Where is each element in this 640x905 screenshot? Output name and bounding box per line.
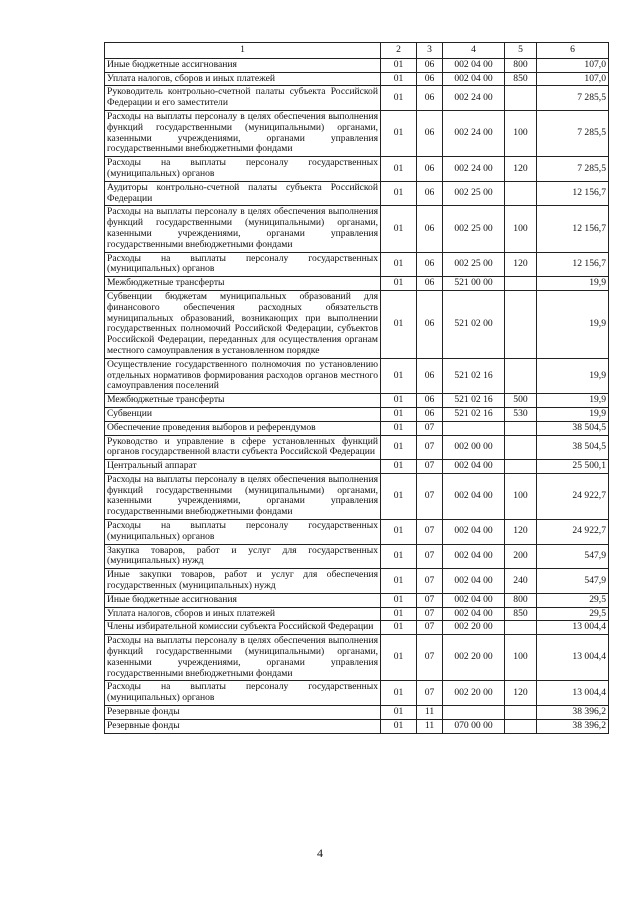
row-section-cell: 01 bbox=[381, 58, 417, 72]
row-name-cell: Иные бюджетные ассигнования bbox=[105, 58, 381, 72]
row-section-cell: 01 bbox=[381, 394, 417, 408]
row-subsection-cell: 07 bbox=[417, 569, 443, 594]
row-section-cell: 01 bbox=[381, 181, 417, 206]
table-row bbox=[105, 520, 609, 545]
row-target-cell: 002 20 00 bbox=[443, 621, 505, 635]
row-expense-type-cell: 120 bbox=[505, 520, 537, 545]
table-row bbox=[105, 157, 609, 182]
row-expense-type-cell: 120 bbox=[505, 157, 537, 182]
row-amount-cell: 7 285,5 bbox=[537, 110, 609, 156]
table-row bbox=[105, 473, 609, 519]
row-subsection-cell: 07 bbox=[417, 593, 443, 607]
row-expense-type-cell: 500 bbox=[505, 394, 537, 408]
row-section-cell: 01 bbox=[381, 358, 417, 393]
row-section-cell: 01 bbox=[381, 435, 417, 460]
table-row bbox=[105, 421, 609, 435]
row-subsection-cell: 06 bbox=[417, 86, 443, 111]
row-expense-type-cell bbox=[505, 706, 537, 720]
row-name-cell: Резервные фонды bbox=[105, 719, 381, 733]
row-section-cell: 01 bbox=[381, 110, 417, 156]
row-subsection-cell: 06 bbox=[417, 157, 443, 182]
table-row bbox=[105, 72, 609, 86]
row-section-cell: 01 bbox=[381, 290, 417, 358]
table-row bbox=[105, 569, 609, 594]
row-name-cell: Иные закупки товаров, работ и услуг для обеспечения государственных (муниципальных) нужд bbox=[105, 569, 381, 594]
row-expense-type-cell: 850 bbox=[505, 72, 537, 86]
row-subsection-cell: 07 bbox=[417, 635, 443, 681]
row-expense-type-cell bbox=[505, 621, 537, 635]
row-expense-type-cell: 240 bbox=[505, 569, 537, 594]
row-name-cell: Уплата налогов, сборов и иных платежей bbox=[105, 607, 381, 621]
table-row bbox=[105, 706, 609, 720]
row-section-cell: 01 bbox=[381, 72, 417, 86]
row-expense-type-cell: 120 bbox=[505, 252, 537, 277]
table-row bbox=[105, 394, 609, 408]
row-amount-cell: 547,9 bbox=[537, 569, 609, 594]
row-section-cell: 01 bbox=[381, 277, 417, 291]
row-name-cell: Руководитель контрольно-счетной палаты субъекта Российской Федерации и его заместители bbox=[105, 86, 381, 111]
table-row bbox=[105, 358, 609, 393]
row-subsection-cell: 06 bbox=[417, 252, 443, 277]
row-section-cell: 01 bbox=[381, 681, 417, 706]
row-subsection-cell: 07 bbox=[417, 544, 443, 569]
row-target-cell: 002 25 00 bbox=[443, 181, 505, 206]
row-subsection-cell: 11 bbox=[417, 719, 443, 733]
row-amount-cell: 29,5 bbox=[537, 607, 609, 621]
row-target-cell: 521 02 16 bbox=[443, 394, 505, 408]
row-name-cell: Расходы на выплаты персоналу государственных (муниципальных) органов bbox=[105, 520, 381, 545]
row-subsection-cell: 11 bbox=[417, 706, 443, 720]
row-target-cell: 002 04 00 bbox=[443, 460, 505, 474]
row-target-cell: 002 04 00 bbox=[443, 473, 505, 519]
row-target-cell: 002 04 00 bbox=[443, 72, 505, 86]
row-name-cell: Расходы на выплаты персоналу государственных (муниципальных) органов bbox=[105, 252, 381, 277]
row-name-cell: Расходы на выплаты персоналу государственных (муниципальных) органов bbox=[105, 681, 381, 706]
row-expense-type-cell: 100 bbox=[505, 206, 537, 252]
row-amount-cell: 24 922,7 bbox=[537, 473, 609, 519]
column-header: 3 bbox=[417, 43, 443, 59]
row-expense-type-cell: 800 bbox=[505, 593, 537, 607]
row-target-cell: 002 25 00 bbox=[443, 206, 505, 252]
row-expense-type-cell: 100 bbox=[505, 635, 537, 681]
row-section-cell: 01 bbox=[381, 157, 417, 182]
row-expense-type-cell bbox=[505, 86, 537, 111]
row-name-cell: Члены избирательной комиссии субъекта Российской Федерации bbox=[105, 621, 381, 635]
row-amount-cell: 19,9 bbox=[537, 407, 609, 421]
row-amount-cell: 25 500,1 bbox=[537, 460, 609, 474]
table-row bbox=[105, 593, 609, 607]
table-row bbox=[105, 544, 609, 569]
row-name-cell: Расходы на выплаты персоналу в целях обеспечения выполнения функций государственными (муниципальными) органами, казенными учреждениями, органами управления государственными внебюджетными фондами bbox=[105, 206, 381, 252]
row-section-cell: 01 bbox=[381, 593, 417, 607]
row-expense-type-cell bbox=[505, 277, 537, 291]
row-subsection-cell: 07 bbox=[417, 607, 443, 621]
row-expense-type-cell bbox=[505, 460, 537, 474]
budget-table bbox=[104, 42, 609, 734]
row-subsection-cell: 06 bbox=[417, 181, 443, 206]
table-row bbox=[105, 621, 609, 635]
table-row bbox=[105, 681, 609, 706]
row-subsection-cell: 07 bbox=[417, 421, 443, 435]
row-amount-cell: 19,9 bbox=[537, 358, 609, 393]
row-name-cell: Расходы на выплаты персоналу в целях обеспечения выполнения функций государственными (муниципальными) органами, казенными учреждениями, органами управления государственными внебюджетными фондами bbox=[105, 635, 381, 681]
row-expense-type-cell bbox=[505, 421, 537, 435]
row-amount-cell: 7 285,5 bbox=[537, 86, 609, 111]
column-header: 5 bbox=[505, 43, 537, 59]
row-name-cell: Межбюджетные трансферты bbox=[105, 277, 381, 291]
row-section-cell: 01 bbox=[381, 86, 417, 111]
row-amount-cell: 13 004,4 bbox=[537, 635, 609, 681]
table-row bbox=[105, 719, 609, 733]
row-amount-cell: 13 004,4 bbox=[537, 621, 609, 635]
row-subsection-cell: 07 bbox=[417, 460, 443, 474]
row-amount-cell: 19,9 bbox=[537, 277, 609, 291]
row-section-cell: 01 bbox=[381, 719, 417, 733]
document-page bbox=[104, 42, 608, 734]
row-section-cell: 01 bbox=[381, 706, 417, 720]
row-expense-type-cell: 850 bbox=[505, 607, 537, 621]
row-name-cell: Осуществление государственного полномочия по установлению отдельных нормативов формирования расходов органов местного самоуправления поселений bbox=[105, 358, 381, 393]
row-subsection-cell: 07 bbox=[417, 681, 443, 706]
row-target-cell: 002 04 00 bbox=[443, 58, 505, 72]
row-subsection-cell: 06 bbox=[417, 58, 443, 72]
row-subsection-cell: 06 bbox=[417, 290, 443, 358]
row-section-cell: 01 bbox=[381, 421, 417, 435]
row-target-cell: 521 02 00 bbox=[443, 290, 505, 358]
row-subsection-cell: 06 bbox=[417, 358, 443, 393]
table-row bbox=[105, 277, 609, 291]
row-target-cell: 002 24 00 bbox=[443, 157, 505, 182]
row-target-cell: 521 02 16 bbox=[443, 407, 505, 421]
row-subsection-cell: 06 bbox=[417, 72, 443, 86]
row-amount-cell: 24 922,7 bbox=[537, 520, 609, 545]
row-expense-type-cell: 530 bbox=[505, 407, 537, 421]
row-name-cell: Межбюджетные трансферты bbox=[105, 394, 381, 408]
row-target-cell: 002 04 00 bbox=[443, 544, 505, 569]
row-expense-type-cell: 100 bbox=[505, 473, 537, 519]
column-header: 4 bbox=[443, 43, 505, 59]
row-subsection-cell: 06 bbox=[417, 394, 443, 408]
column-header: 2 bbox=[381, 43, 417, 59]
row-amount-cell: 547,9 bbox=[537, 544, 609, 569]
row-target-cell: 002 04 00 bbox=[443, 569, 505, 594]
table-row bbox=[105, 290, 609, 358]
row-expense-type-cell bbox=[505, 358, 537, 393]
row-amount-cell: 12 156,7 bbox=[537, 181, 609, 206]
row-amount-cell: 12 156,7 bbox=[537, 206, 609, 252]
row-subsection-cell: 07 bbox=[417, 435, 443, 460]
row-target-cell: 002 20 00 bbox=[443, 681, 505, 706]
table-row bbox=[105, 607, 609, 621]
table-row bbox=[105, 435, 609, 460]
row-name-cell: Аудиторы контрольно-счетной палаты субъекта Российской Федерации bbox=[105, 181, 381, 206]
row-name-cell: Закупка товаров, работ и услуг для государственных (муниципальных) нужд bbox=[105, 544, 381, 569]
row-subsection-cell: 06 bbox=[417, 277, 443, 291]
table-row bbox=[105, 181, 609, 206]
row-section-cell: 01 bbox=[381, 544, 417, 569]
row-name-cell: Резервные фонды bbox=[105, 706, 381, 720]
table-row bbox=[105, 110, 609, 156]
table-row bbox=[105, 86, 609, 111]
row-amount-cell: 7 285,5 bbox=[537, 157, 609, 182]
row-target-cell: 521 00 00 bbox=[443, 277, 505, 291]
row-name-cell: Обеспечение проведения выборов и референдумов bbox=[105, 421, 381, 435]
row-subsection-cell: 06 bbox=[417, 407, 443, 421]
row-target-cell: 002 24 00 bbox=[443, 110, 505, 156]
row-expense-type-cell: 200 bbox=[505, 544, 537, 569]
row-section-cell: 01 bbox=[381, 473, 417, 519]
row-amount-cell: 38 396,2 bbox=[537, 706, 609, 720]
table-header-row bbox=[105, 43, 609, 59]
row-amount-cell: 38 504,5 bbox=[537, 435, 609, 460]
row-target-cell: 002 25 00 bbox=[443, 252, 505, 277]
row-expense-type-cell bbox=[505, 181, 537, 206]
row-target-cell: 070 00 00 bbox=[443, 719, 505, 733]
row-expense-type-cell: 100 bbox=[505, 110, 537, 156]
row-name-cell: Субвенции bbox=[105, 407, 381, 421]
row-name-cell: Расходы на выплаты персоналу в целях обеспечения выполнения функций государственными (муниципальными) органами, казенными учреждениями, органами управления государственными внебюджетными фондами bbox=[105, 110, 381, 156]
row-section-cell: 01 bbox=[381, 520, 417, 545]
table-row bbox=[105, 58, 609, 72]
row-target-cell: 002 20 00 bbox=[443, 635, 505, 681]
row-subsection-cell: 06 bbox=[417, 110, 443, 156]
row-amount-cell: 29,5 bbox=[537, 593, 609, 607]
row-target-cell: 002 24 00 bbox=[443, 86, 505, 111]
row-subsection-cell: 07 bbox=[417, 621, 443, 635]
row-name-cell: Расходы на выплаты персоналу государственных (муниципальных) органов bbox=[105, 157, 381, 182]
row-target-cell: 002 04 00 bbox=[443, 607, 505, 621]
row-section-cell: 01 bbox=[381, 460, 417, 474]
row-target-cell: 521 02 16 bbox=[443, 358, 505, 393]
row-expense-type-cell bbox=[505, 435, 537, 460]
row-expense-type-cell bbox=[505, 719, 537, 733]
row-section-cell: 01 bbox=[381, 635, 417, 681]
row-amount-cell: 38 504,5 bbox=[537, 421, 609, 435]
row-target-cell: 002 04 00 bbox=[443, 593, 505, 607]
row-name-cell: Центральный аппарат bbox=[105, 460, 381, 474]
row-target-cell bbox=[443, 706, 505, 720]
row-name-cell: Иные бюджетные ассигнования bbox=[105, 593, 381, 607]
row-section-cell: 01 bbox=[381, 607, 417, 621]
table-row bbox=[105, 206, 609, 252]
table-row bbox=[105, 252, 609, 277]
row-expense-type-cell bbox=[505, 290, 537, 358]
row-name-cell: Уплата налогов, сборов и иных платежей bbox=[105, 72, 381, 86]
row-amount-cell: 13 004,4 bbox=[537, 681, 609, 706]
row-amount-cell: 38 396,2 bbox=[537, 719, 609, 733]
page-number: 4 bbox=[317, 846, 323, 860]
column-header: 1 bbox=[105, 43, 381, 59]
row-target-cell: 002 04 00 bbox=[443, 520, 505, 545]
table-row bbox=[105, 407, 609, 421]
row-section-cell: 01 bbox=[381, 569, 417, 594]
row-target-cell bbox=[443, 421, 505, 435]
column-header: 6 bbox=[537, 43, 609, 59]
row-expense-type-cell: 120 bbox=[505, 681, 537, 706]
row-section-cell: 01 bbox=[381, 621, 417, 635]
table-row bbox=[105, 460, 609, 474]
row-target-cell: 002 00 00 bbox=[443, 435, 505, 460]
row-expense-type-cell: 800 bbox=[505, 58, 537, 72]
row-subsection-cell: 06 bbox=[417, 206, 443, 252]
row-section-cell: 01 bbox=[381, 206, 417, 252]
row-amount-cell: 107,0 bbox=[537, 72, 609, 86]
row-subsection-cell: 07 bbox=[417, 473, 443, 519]
row-amount-cell: 107,0 bbox=[537, 58, 609, 72]
row-name-cell: Расходы на выплаты персоналу в целях обеспечения выполнения функций государственными (муниципальными) органами, казенными учреждениями, органами управления государственными внебюджетными фондами bbox=[105, 473, 381, 519]
table-row bbox=[105, 635, 609, 681]
row-section-cell: 01 bbox=[381, 407, 417, 421]
row-name-cell: Руководство и управление в сфере установленных функций органов государственной власти субъекта Российской Федерации bbox=[105, 435, 381, 460]
row-subsection-cell: 07 bbox=[417, 520, 443, 545]
row-amount-cell: 19,9 bbox=[537, 290, 609, 358]
row-amount-cell: 19,9 bbox=[537, 394, 609, 408]
row-amount-cell: 12 156,7 bbox=[537, 252, 609, 277]
row-name-cell: Субвенции бюджетам муниципальных образований для финансового обеспечения расходных обязательств муниципальных образований, возникающих при выполнении государственных полномочий Российской Федерации, субъектов Российской Федерации, переданных для осуществления органам местного самоуправления в установленном порядке bbox=[105, 290, 381, 358]
row-section-cell: 01 bbox=[381, 252, 417, 277]
